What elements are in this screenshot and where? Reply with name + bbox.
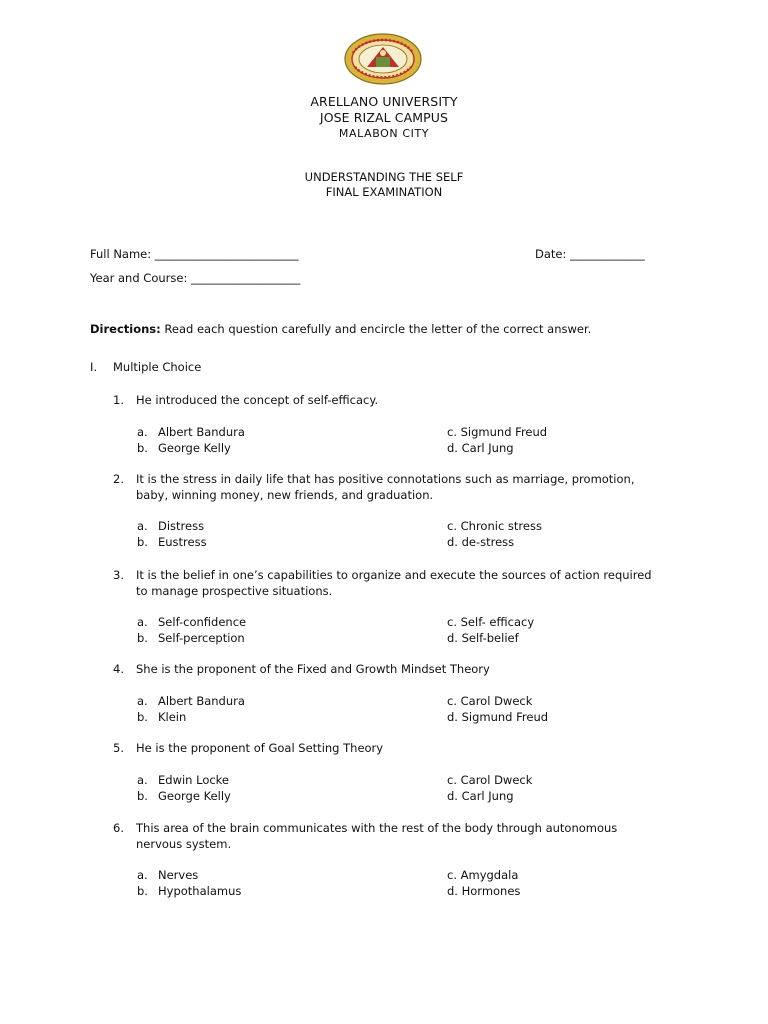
question-number: 4.: [113, 662, 124, 676]
option-b[interactable]: b. George Kelly: [137, 441, 231, 455]
option-b[interactable]: b. Klein: [137, 710, 187, 724]
university-header: [0, 94, 768, 142]
directions-text: Read each question carefully and encircle the letter of the correct answer.: [160, 322, 592, 336]
option-d[interactable]: d. Carl Jung: [447, 789, 514, 803]
question-text: It is the stress in daily life that has positive connotations such as marriage, promotion, baby, winning money, new friends, and graduation.: [136, 472, 635, 502]
question-5: [113, 740, 658, 756]
option-d[interactable]: d. Self-belief: [447, 631, 519, 645]
question-3: [113, 567, 658, 599]
university-seal-logo: [343, 33, 423, 85]
question-4: [113, 661, 658, 677]
exam-heading: [0, 170, 768, 200]
option-d[interactable]: d. de-stress: [447, 535, 515, 549]
option-a[interactable]: a. Albert Bandura: [137, 425, 245, 439]
option-d[interactable]: d. Hormones: [447, 884, 521, 898]
directions: [90, 322, 591, 336]
full-name-field[interactable]: Full Name: _________________________: [90, 247, 299, 261]
city-name: MALABON CITY: [338, 127, 430, 140]
section-title: Multiple Choice: [113, 360, 202, 374]
option-c[interactable]: c. Sigmund Freud: [447, 425, 548, 439]
question-number: 6.: [113, 821, 124, 835]
question-number: 2.: [113, 472, 124, 486]
option-c[interactable]: c. Self- efficacy: [447, 615, 535, 629]
section-heading: [90, 360, 201, 374]
year-course-field[interactable]: Year and Course: ___________________: [90, 271, 301, 285]
option-c[interactable]: c. Chronic stress: [447, 519, 542, 533]
question-2: [113, 471, 658, 503]
option-a[interactable]: a. Nerves: [137, 868, 199, 882]
question-number: 5.: [113, 741, 124, 755]
question-text: He is the proponent of Goal Setting Theory: [136, 741, 384, 755]
option-a[interactable]: a. Distress: [137, 519, 205, 533]
question-text: It is the belief in one’s capabilities to organize and execute the sources of action required to manage prospective situations.: [136, 568, 652, 598]
option-d[interactable]: d. Sigmund Freud: [447, 710, 549, 724]
date-field[interactable]: Date: _____________: [535, 247, 645, 261]
option-b[interactable]: b. Self-perception: [137, 631, 245, 645]
course-title: UNDERSTANDING THE SELF: [304, 170, 464, 184]
option-a[interactable]: a. Albert Bandura: [137, 694, 245, 708]
option-c[interactable]: c. Amygdala: [447, 868, 519, 882]
option-c[interactable]: c. Carol Dweck: [447, 694, 533, 708]
question-number: 1.: [113, 393, 124, 407]
question-text: She is the proponent of the Fixed and Growth Mindset Theory: [136, 662, 490, 676]
option-a[interactable]: a. Self-confidence: [137, 615, 247, 629]
option-b[interactable]: b. Eustress: [137, 535, 207, 549]
question-1: [113, 392, 658, 408]
question-text: This area of the brain communicates with the rest of the body through autonomous nervous system.: [136, 821, 618, 851]
option-b[interactable]: b. Hypothalamus: [137, 884, 242, 898]
option-b[interactable]: b. George Kelly: [137, 789, 231, 803]
question-text: He introduced the concept of self-efficacy.: [136, 393, 379, 407]
question-number: 3.: [113, 568, 124, 582]
exam-title: FINAL EXAMINATION: [325, 185, 443, 199]
section-number: I.: [90, 360, 98, 374]
campus-name: JOSE RIZAL CAMPUS: [319, 110, 449, 125]
option-c[interactable]: c. Carol Dweck: [447, 773, 533, 787]
directions-label: Directions:: [90, 322, 161, 336]
option-a[interactable]: a. Edwin Locke: [137, 773, 229, 787]
option-d[interactable]: d. Carl Jung: [447, 441, 514, 455]
university-name: ARELLANO UNIVERSITY: [310, 94, 458, 109]
question-6: [113, 820, 658, 852]
